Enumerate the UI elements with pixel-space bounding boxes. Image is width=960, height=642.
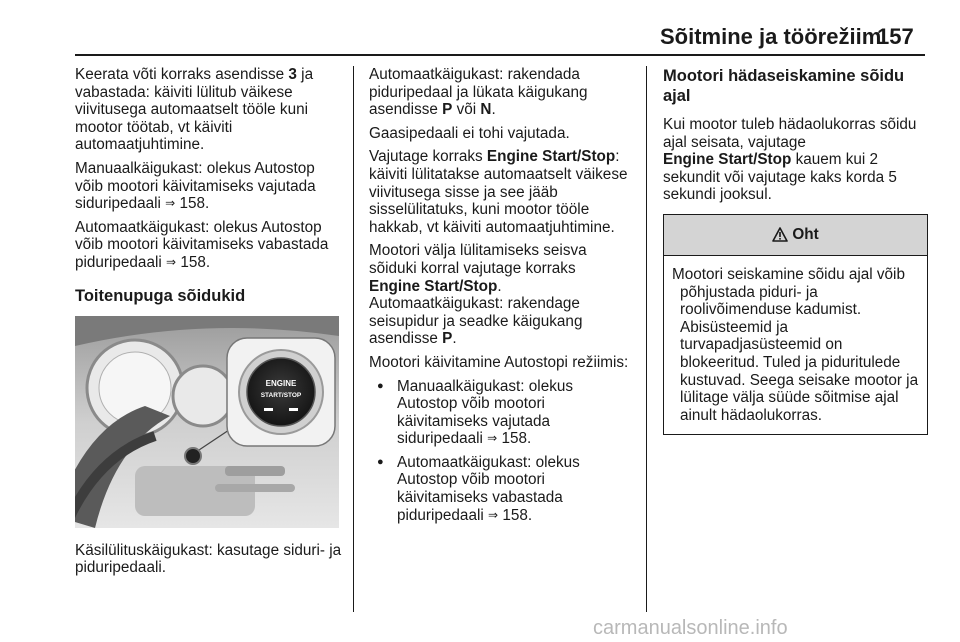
column-2 [369, 66, 633, 530]
page-number: 157 [877, 24, 914, 49]
column-divider-2 [646, 66, 647, 612]
paragraph: Vajutage korraks Engine Start/Stop: käiviti lülitatakse automaatselt väikese viivitusega sisse ja see jääb sisselülitatuks, kuni mootor tööle hakkab, vt käiviti automaatjuhtimine. [369, 148, 628, 236]
section-heading: Mootori hädaseiskamine sõidu ajal [663, 67, 905, 105]
page-header [0, 0, 960, 56]
header-rule [75, 54, 925, 56]
button-label-start-stop: START/STOP [260, 391, 302, 399]
page-reference-arrow-icon: ⇒ [165, 196, 176, 211]
paragraph: Keerata võti korraks asendisse 3 ja vabastada: käiviti lülitub väikese viivitusega automaatselt tööle kuni mootor töötab, vt käiviti automaatjuhtimine. [75, 66, 314, 154]
button-label-engine: ENGINE [265, 378, 297, 388]
column-3 [663, 66, 928, 435]
paragraph: Manuaalkäigukast: olekus Autostop võib mootori käivitamiseks vajutada siduripedaali ⇒ 158. [75, 159, 316, 213]
page-reference[interactable]: 158. [501, 430, 532, 448]
watermark: carmanualsonline.info [593, 617, 788, 639]
paragraph: Gaasipedaali ei tohi vajutada. [369, 124, 570, 142]
section-heading: Toitenupuga sõidukid [75, 286, 246, 305]
dashboard-illustration [75, 316, 339, 528]
column-1 [75, 66, 343, 583]
page-reference-arrow-icon: ⇒ [487, 431, 498, 446]
page-reference[interactable]: 158. [502, 506, 533, 524]
list-item: ● Automaatkäigukast: olekus Autostop võib mootori käivitamiseks vabastada piduripedaali ⇒ 158. [369, 454, 633, 524]
bullet-list [369, 378, 633, 525]
warning-triangle-icon [772, 227, 788, 242]
paragraph: Mootori välja lülitamiseks seisva sõiduki korral vajutage korraks Engine Start/Stop. Automaatkäigukast: rakendage seisupidur ja seadke käigukang asendisse P. [369, 242, 587, 348]
engine-start-stop-figure [75, 316, 339, 528]
page-reference-arrow-icon: ⇒ [488, 507, 499, 522]
page-reference[interactable]: 158. [179, 195, 210, 213]
paragraph: Kui mootor tuleb hädaolukorras sõidu ajal seisata, vajutage Engine Start/Stop kauem kui 2 sekundit või vajutage kaks korda 5 sekundi jooksul. [663, 116, 917, 204]
page-reference-arrow-icon: ⇒ [166, 254, 177, 269]
list-item: ● Manuaalkäigukast: olekus Autostop võib mootori käivitamiseks vajutada siduripedaali ⇒ 158. [369, 378, 633, 448]
warning-box [663, 214, 928, 435]
warning-title: Oht [792, 226, 819, 244]
column-divider-1 [353, 66, 354, 612]
paragraph: Mootori käivitamine Autostopi režiimis: [369, 353, 629, 371]
figure-caption: Käsilülituskäigukast: kasutage siduri- ja piduripedaali. [75, 541, 342, 577]
page-title: Sõitmine ja töörežiim [660, 24, 882, 49]
warning-text: Mootori seiskamine sõidu ajal võib põhjustada piduri- ja roolivõimenduse kadumist. Abisüsteemid ja turvapadjasüsteemid on blokeeritud. Tuled ja piduritulede kustuvad. Seega seisake mootor ja lülitage välja süüde sõitmise ajal ainult hädaolukorras. [672, 265, 919, 424]
page-reference[interactable]: 158. [180, 253, 211, 271]
paragraph: Automaatkäigukast: rakendada piduripedaal ja lükata käigukang asendisse P või N. [369, 66, 588, 119]
warning-header [664, 215, 927, 256]
paragraph: Automaatkäigukast: olekus Autostop võib mootori käivitamiseks vabastada piduripedaali ⇒ 158. [75, 218, 329, 271]
